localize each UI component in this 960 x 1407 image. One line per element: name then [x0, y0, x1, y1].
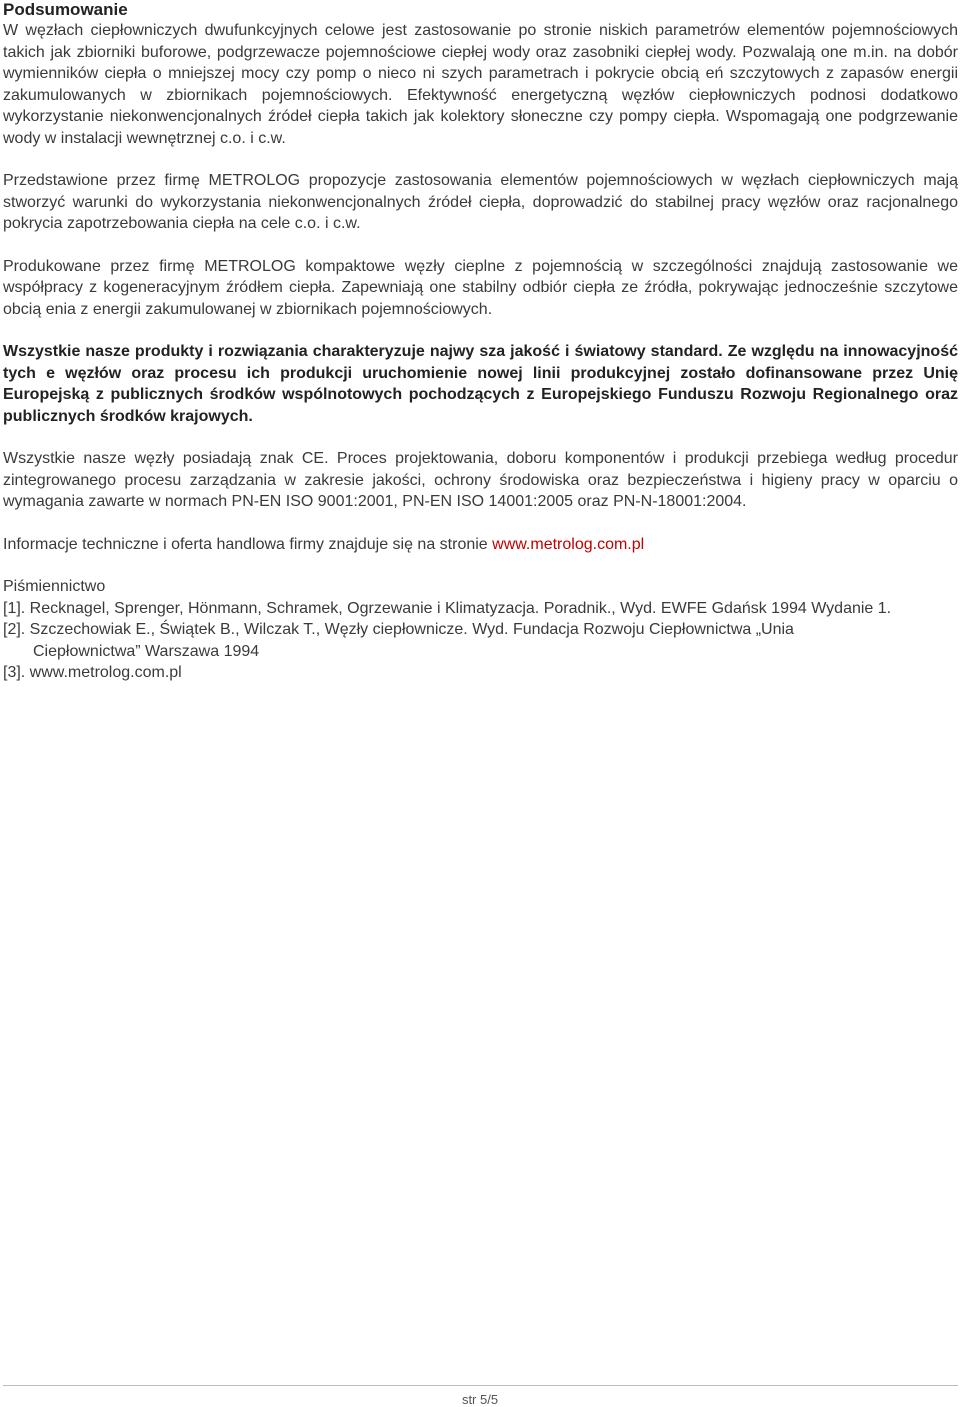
paragraph-website	[3, 534, 958, 556]
bibliography-item: [3]. www.metrolog.com.pl	[3, 664, 182, 681]
footer-divider	[3, 1385, 958, 1386]
paragraph-proposals: Przedstawione przez firmę METROLOG propozycje zastosowania elementów pojemnościowych w węzłach ciepłowniczych mają stworzyć warunki do wykorzystania niekonwencjonalnych źródeł ciepła, doprowadzić do stabilnej pracy węzłów oraz racjonalnego pokrycia zapotrzebowania ciepła na cele c.o. i c.w.	[3, 172, 958, 232]
document-page	[3, 0, 958, 684]
page-number: str 5/5	[461, 1392, 499, 1407]
paragraph-products: Produkowane przez firmę METROLOG kompaktowe węzły cieplne z pojemnością w szczególności znajdują zastosowanie we współpracy z kogeneracyjnym źródłem ciepła. Zapewniają one stabilny odbiór ciepła ze źródła, pokrywając jednocześnie szczytowe obcią enia z energii zakumulowanej w zbiornikach pojemnościowych.	[3, 257, 958, 318]
paragraph-intro: W węzłach ciepłowniczych dwufunkcyjnych celowe jest zastosowanie po stronie niskich parametrów elementów pojemnościowych takich jak zbiorniki buforowe, podgrzewacze pojemnościowe ciepłej wody oraz zasobniki ciepłej wody. Pozwalają one m.in. na dobór wymienników ciepła o mniejszej mocy czy pomp o nieco ni szych parametrach i pokrycie obcią eń szczytowych z zapasów energii zakumulowanych w zbiornikach pojemnościowych. Efektywność energetyczną węzłów ciepłowniczych podnosi dodatkowo wykorzystanie niekonwencjonalnych źródeł ciepła takich jak kolektory słoneczne czy pompy ciepła. Wspomagają one podgrzewanie wody w instalacji wewnętrznej c.o. i c.w.	[3, 22, 958, 147]
bibliography-item-continuation: Ciepłownictwa” Warszawa 1994	[33, 642, 260, 660]
bibliography-item: [1]. Recknagel, Sprenger, Hönmann, Schramek, Ogrzewanie i Klimatyzacja. Poradnik., Wyd. EWFE Gdańsk 1994 Wydanie 1.	[3, 599, 892, 617]
website-link[interactable]: www.metrolog.com.pl	[492, 535, 645, 553]
bibliography-item: [2]. Szczechowiak E., Świątek B., Wilczak T., Węzły ciepłownicze. Wyd. Fundacja Rozwoju Ciepłownictwa „Unia	[3, 621, 794, 638]
paragraph-quality: Wszystkie nasze produkty i rozwiązania charakteryzuje najwy sza jakość i światowy standard. Ze względu na innowacyjność tych e węzłów oraz procesu ich produkcji uruchomienie nowej linii produkcyjnej zostało dofinansowane przez Unię Europejską z publicznych środków wspólnotowych pochodzących z Europejskiego Funduszu Rozwoju Regionalnego oraz publicznych środków krajowych.	[3, 343, 958, 425]
website-text: Informacje techniczne i oferta handlowa firmy znajduje się na stronie	[3, 535, 493, 553]
section-heading: Podsumowanie	[3, 0, 128, 19]
paragraph-certification: Wszystkie nasze węzły posiadają znak CE. Proces projektowania, doboru komponentów i produkcji przebiega według procedur zintegrowanego procesu zarządzania w zakresie jakości, ochrony środowiska oraz bezpieczeństwa i higieny pracy w oparciu o wymagania zawarte w normach PN-EN ISO 9001:2001, PN-EN ISO 14001:2005 oraz PN-N-18001:2004.	[3, 450, 958, 510]
bibliography-heading: Piśmiennictwo	[3, 578, 106, 595]
